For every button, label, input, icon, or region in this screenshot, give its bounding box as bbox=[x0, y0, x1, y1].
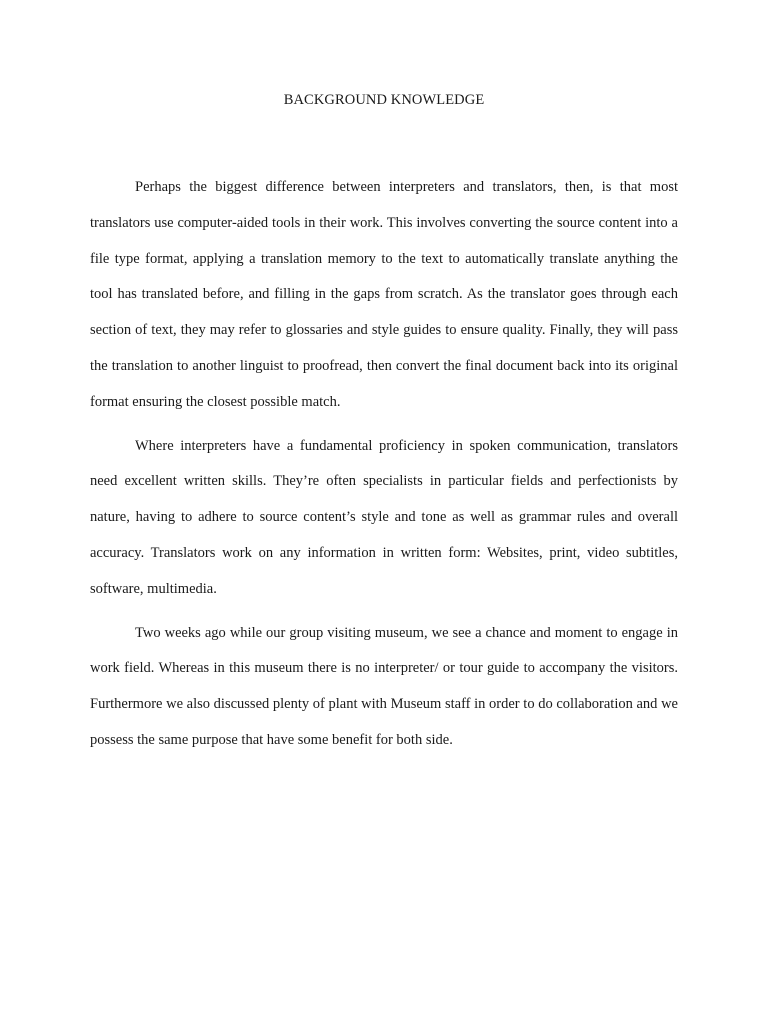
paragraph-3: Two weeks ago while our group visiting museum, we see a chance and moment to engage in work field. Whereas in this museum there is no interpreter/ or tour guide to accompany the visitors. Furthermore we also discussed plenty of plant with Museum staff in order to do collaboration and we possess the same purpose that have some benefit for both side. bbox=[90, 624, 678, 748]
paragraph-2: Where interpreters have a fundamental proficiency in spoken communication, translators need excellent written skills. They’re often specialists in particular fields and perfectionists by nature, having to adhere to source content’s style and tone as well as grammar rules and overall accuracy. Translators work on any information in written form: Websites, print, video subtitles, software, multimedia. bbox=[90, 437, 678, 597]
document-title: BACKGROUND KNOWLEDGE bbox=[283, 92, 485, 108]
paragraph-1: Perhaps the biggest difference between interpreters and translators, then, is that most translators use computer-aided tools in their work. This involves converting the source content into a file type format, applying a translation memory to the text to automatically translate anything the tool has translated before, and filling in the gaps from scratch. As the translator goes through each section of text, they may refer to glossaries and style guides to ensure quality. Finally, they will pass the translation to another linguist to proofread, then convert the final document back into its original format ensuring the closest possible match. bbox=[90, 179, 678, 410]
document-body bbox=[90, 170, 678, 759]
